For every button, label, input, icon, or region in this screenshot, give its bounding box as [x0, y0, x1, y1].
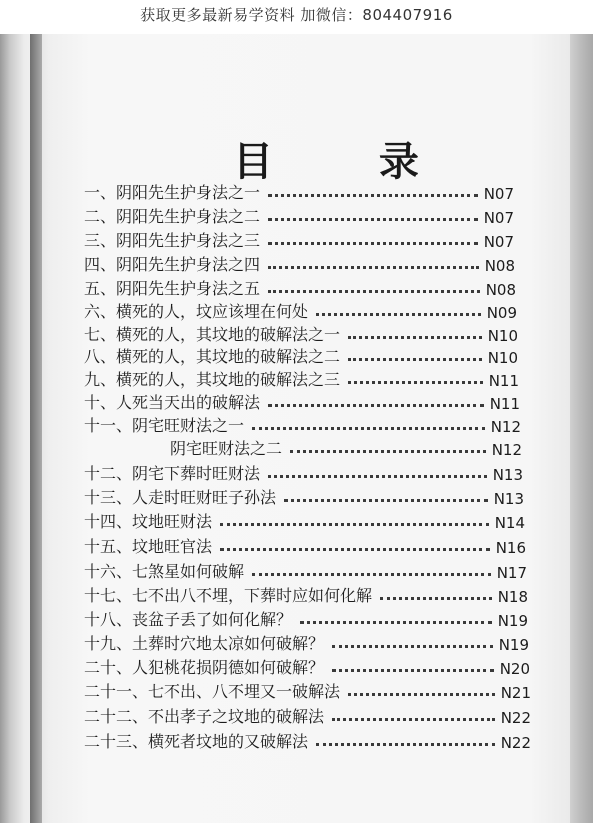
toc-entry-page: N07: [483, 233, 514, 251]
leader-dots: [348, 336, 482, 339]
toc-entry-page: N22: [500, 734, 531, 752]
toc-entry-page: N10: [487, 327, 518, 345]
toc-entry: [84, 608, 528, 630]
toc-entry-label: 二、阴阳先生护身法之二: [84, 207, 261, 226]
leader-dots: [348, 381, 483, 384]
toc-entry-label: 一、阴阳先生护身法之一: [84, 183, 261, 202]
toc-entry: [84, 584, 528, 606]
toc-entry-page: N21: [500, 684, 531, 702]
toc-entry-page: N14: [494, 514, 525, 532]
toc-entry: [84, 345, 518, 367]
leader-dots: [316, 313, 481, 316]
toc-entry-page: N18: [497, 588, 528, 606]
toc-entry-page: N16: [495, 539, 526, 557]
toc-entry: [84, 680, 531, 702]
toc-entry-label: 十二、阴宅下葬时旺财法: [84, 464, 261, 483]
toc-entry: [84, 181, 514, 203]
toc-entry: [84, 205, 514, 227]
toc-entry-label: 十四、坟地旺财法: [84, 512, 213, 531]
leader-dots: [252, 573, 491, 576]
toc-entry-label: 十五、坟地旺官法: [84, 537, 213, 556]
toc-entry: [84, 368, 519, 390]
toc-title: 目 录: [233, 138, 465, 185]
toc-entry-page: N20: [499, 660, 530, 678]
toc-entry-page: N11: [489, 395, 520, 413]
toc-entry-page: N07: [483, 209, 514, 227]
toc-entry: [84, 486, 524, 508]
toc-entry-label: 阴宅旺财法之二: [170, 439, 283, 458]
toc-entry-label: 二十一、七不出、八不埋又一破解法: [84, 682, 341, 701]
leader-dots: [300, 621, 492, 624]
toc-entry-label: 七、横死的人，其坟地的破解法之一: [84, 325, 341, 344]
toc-entry-label: 十七、七不出八不埋，下葬时应如何化解: [84, 586, 373, 605]
toc-entry-page: N19: [497, 612, 528, 630]
leader-dots: [332, 669, 494, 672]
leader-dots: [268, 475, 487, 478]
toc-entry-label: 十八、丧盆子丢了如何化解？: [84, 610, 293, 629]
toc-entry-page: N12: [490, 418, 521, 436]
leader-dots: [252, 427, 485, 430]
toc-entry: [84, 414, 521, 436]
toc-entry-label: 九、横死的人，其坟地的破解法之三: [84, 370, 341, 389]
leader-dots: [380, 597, 492, 600]
toc-entry: [84, 253, 515, 275]
leader-dots: [348, 358, 482, 361]
leader-dots: [268, 290, 480, 293]
toc-entry-label: 三、阴阳先生护身法之三: [84, 231, 261, 250]
toc-entry-label: 五、阴阳先生护身法之五: [84, 279, 261, 298]
toc-entry: [84, 560, 527, 582]
toc-entry-label: 十、人死当天出的破解法: [84, 393, 261, 412]
toc-entry-label: 十九、土葬时穴地太凉如何破解？: [84, 634, 325, 653]
toc-entry: [84, 656, 530, 678]
toc-entry-sub: [170, 437, 522, 459]
leader-dots: [220, 548, 490, 551]
leader-dots: [332, 718, 495, 721]
toc-entry: [84, 730, 531, 752]
leader-dots: [290, 450, 486, 453]
toc-entry-label: 十三、人走时旺财旺子孙法: [84, 488, 277, 507]
toc-entry-label: 二十、人犯桃花损阴德如何破解？: [84, 658, 325, 677]
toc-entry-label: 八、横死的人，其坟地的破解法之二: [84, 347, 341, 366]
leader-dots: [268, 242, 478, 245]
toc-entry: [84, 323, 518, 345]
toc-entry: [84, 632, 529, 654]
toc-entry-page: N08: [484, 257, 515, 275]
toc-entry: [84, 277, 516, 299]
toc-entry: [84, 462, 523, 484]
leader-dots: [316, 743, 495, 746]
toc-entry-page: N08: [485, 281, 516, 299]
toc-entry-label: 十六、七煞星如何破解: [84, 562, 245, 581]
toc-entry: [84, 705, 531, 727]
toc-entry-page: N07: [483, 185, 514, 203]
leader-dots: [268, 404, 484, 407]
toc-entry-page: N22: [500, 709, 531, 727]
toc-entry-page: N09: [486, 304, 517, 322]
toc-entry: [84, 300, 517, 322]
leader-dots: [268, 194, 478, 197]
toc-entry-label: 二十三、横死者坟地的又破解法: [84, 732, 309, 751]
toc-entry-label: 二十二、不出孝子之坟地的破解法: [84, 707, 325, 726]
leader-dots: [348, 693, 495, 696]
toc-entry: [84, 535, 526, 557]
leader-dots: [268, 266, 479, 269]
leader-dots: [332, 645, 493, 648]
leader-dots: [284, 499, 488, 502]
toc-entry-label: 十一、阴宅旺财法之一: [84, 416, 245, 435]
toc-entry-page: N10: [487, 349, 518, 367]
toc-entry-page: N17: [496, 564, 527, 582]
toc-entry-page: N13: [493, 490, 524, 508]
top-banner: 获取更多最新易学资料 加微信：804407916: [0, 0, 593, 34]
toc-entry: [84, 391, 520, 413]
toc-entry-page: N12: [491, 441, 522, 459]
toc-entry-label: 四、阴阳先生护身法之四: [84, 255, 261, 274]
toc-entry-page: N19: [498, 636, 529, 654]
leader-dots: [220, 523, 489, 526]
toc-entry: [84, 510, 525, 532]
leader-dots: [268, 218, 478, 221]
toc-entry-page: N11: [488, 372, 519, 390]
toc-entry-page: N13: [492, 466, 523, 484]
toc-entry-label: 六、横死的人，坟应该埋在何处: [84, 302, 309, 321]
toc-entry: [84, 229, 514, 251]
